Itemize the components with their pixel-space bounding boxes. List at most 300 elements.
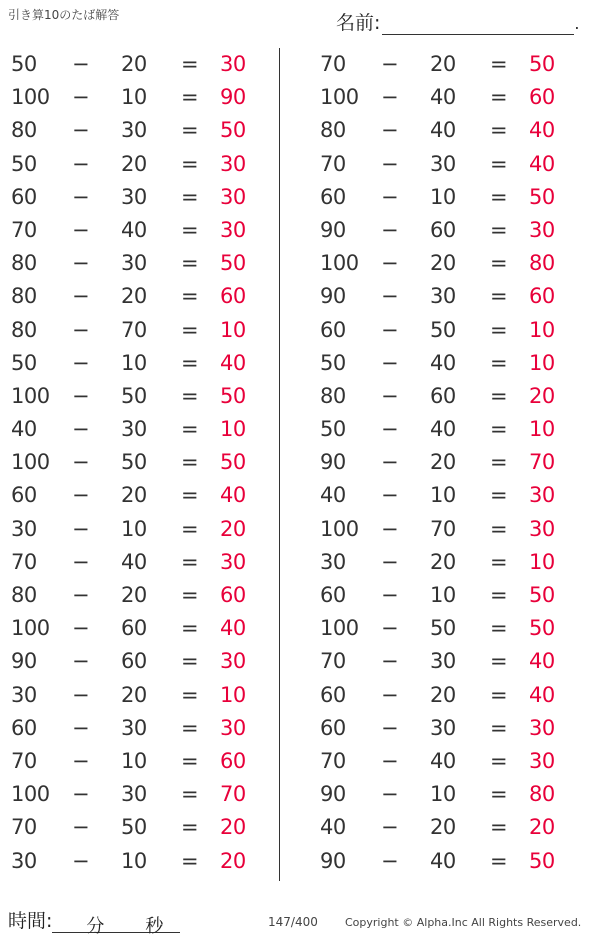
minus-sign: − — [381, 848, 399, 873]
problem-row — [8, 380, 278, 413]
copyright-notice: Copyright © Alpha.Inc All Rights Reserved. — [345, 916, 582, 929]
minuend: 70 — [11, 217, 37, 242]
minus-sign: − — [72, 748, 90, 773]
minuend: 60 — [11, 184, 37, 209]
equals-sign: = — [490, 549, 508, 574]
equals-sign: = — [490, 383, 508, 408]
answer: 20 — [529, 383, 555, 408]
equals-sign: = — [181, 383, 199, 408]
minuend: 30 — [11, 682, 37, 707]
answer: 60 — [220, 284, 246, 309]
answer: 80 — [529, 782, 555, 807]
minus-sign: − — [72, 516, 90, 541]
subtrahend: 10 — [430, 483, 456, 508]
minuend: 80 — [11, 583, 37, 607]
minus-sign: − — [72, 815, 90, 840]
minuend: 60 — [320, 317, 346, 342]
equals-sign: = — [490, 118, 508, 143]
minus-sign: − — [381, 715, 399, 740]
equals-sign: = — [181, 549, 199, 574]
subtrahend: 60 — [121, 649, 147, 674]
minuend: 100 — [11, 85, 50, 110]
problem-row — [8, 48, 278, 81]
minuend: 90 — [320, 217, 346, 242]
minuend: 100 — [11, 450, 50, 475]
minuend: 80 — [320, 383, 346, 408]
worksheet-title: 引き算10のたば解答 — [8, 8, 120, 22]
name-blank-line — [382, 16, 574, 35]
problem-row — [8, 612, 278, 645]
minuend: 70 — [320, 52, 346, 76]
minuend: 100 — [320, 616, 359, 641]
equals-sign: = — [181, 151, 199, 176]
answer: 30 — [220, 184, 246, 209]
answer: 50 — [529, 52, 555, 76]
equals-sign: = — [490, 350, 508, 375]
subtrahend: 30 — [430, 284, 456, 309]
subtrahend: 40 — [121, 549, 147, 574]
minus-sign: − — [72, 682, 90, 707]
problem-row — [8, 446, 278, 479]
subtrahend: 40 — [121, 217, 147, 242]
subtrahend: 50 — [430, 317, 456, 342]
subtrahend: 20 — [121, 284, 147, 309]
answer: 30 — [529, 217, 555, 242]
equals-sign: = — [181, 782, 199, 807]
subtrahend: 20 — [121, 583, 147, 607]
problem-row — [317, 247, 587, 280]
minus-sign: − — [72, 549, 90, 574]
answer: 50 — [529, 583, 555, 607]
problem-row — [317, 546, 587, 579]
minuend: 70 — [11, 815, 37, 840]
minus-sign: − — [381, 483, 399, 508]
minuend: 90 — [11, 649, 37, 674]
problem-row — [317, 280, 587, 313]
equals-sign: = — [490, 251, 508, 276]
minus-sign: − — [381, 85, 399, 110]
minus-sign: − — [381, 682, 399, 707]
problem-row — [317, 181, 587, 214]
problem-row — [8, 712, 278, 745]
minuend: 100 — [320, 85, 359, 110]
answer: 30 — [529, 748, 555, 773]
minuend: 60 — [11, 715, 37, 740]
problem-row — [8, 811, 278, 844]
subtrahend: 10 — [430, 782, 456, 807]
name-field — [336, 8, 580, 35]
equals-sign: = — [181, 483, 199, 508]
minuend: 60 — [320, 715, 346, 740]
minuend: 80 — [11, 317, 37, 342]
answer: 40 — [220, 483, 246, 508]
problem-row — [317, 347, 587, 380]
answer: 60 — [220, 583, 246, 607]
problem-row — [8, 413, 278, 446]
time-field — [8, 906, 180, 937]
minus-sign: − — [72, 616, 90, 641]
problem-row — [8, 778, 278, 811]
equals-sign: = — [181, 317, 199, 342]
answer: 40 — [220, 616, 246, 641]
seconds-label: 秒 — [145, 916, 164, 937]
problem-row — [8, 513, 278, 546]
minus-sign: − — [381, 782, 399, 807]
minus-sign: − — [381, 450, 399, 475]
answer: 40 — [220, 350, 246, 375]
subtrahend: 20 — [430, 549, 456, 574]
subtrahend: 20 — [430, 251, 456, 276]
subtrahend: 40 — [430, 848, 456, 873]
minus-sign: − — [381, 284, 399, 309]
subtrahend: 70 — [430, 516, 456, 541]
problem-row — [8, 247, 278, 280]
subtrahend: 20 — [430, 52, 456, 76]
problem-row — [317, 314, 587, 347]
equals-sign: = — [490, 85, 508, 110]
equals-sign: = — [181, 85, 199, 110]
equals-sign: = — [181, 715, 199, 740]
problem-row — [8, 347, 278, 380]
problem-row — [317, 845, 587, 878]
problem-row — [317, 479, 587, 512]
subtrahend: 50 — [121, 383, 147, 408]
minus-sign: − — [381, 251, 399, 276]
minus-sign: − — [72, 782, 90, 807]
problem-row — [317, 778, 587, 811]
subtrahend: 50 — [121, 450, 147, 475]
subtrahend: 30 — [121, 251, 147, 276]
answer: 30 — [529, 715, 555, 740]
subtrahend: 30 — [430, 649, 456, 674]
answer: 10 — [529, 417, 555, 442]
problem-row — [317, 81, 587, 114]
subtrahend: 40 — [430, 350, 456, 375]
minus-sign: − — [381, 616, 399, 641]
column-divider — [279, 48, 280, 881]
problem-row — [317, 745, 587, 778]
problem-row — [8, 745, 278, 778]
subtrahend: 30 — [430, 715, 456, 740]
answer: 40 — [529, 649, 555, 674]
minuend: 50 — [11, 350, 37, 375]
equals-sign: = — [181, 516, 199, 541]
subtrahend: 30 — [430, 151, 456, 176]
minuend: 100 — [11, 383, 50, 408]
equals-sign: = — [490, 284, 508, 309]
answer: 20 — [529, 815, 555, 840]
subtrahend: 20 — [121, 483, 147, 508]
answer: 30 — [220, 217, 246, 242]
subtrahend: 10 — [121, 350, 147, 375]
answer: 70 — [220, 782, 246, 807]
minuend: 70 — [320, 151, 346, 176]
problem-row — [317, 811, 587, 844]
equals-sign: = — [490, 483, 508, 508]
equals-sign: = — [490, 151, 508, 176]
answer: 50 — [220, 251, 246, 276]
minus-sign: − — [381, 748, 399, 773]
subtrahend: 30 — [121, 782, 147, 807]
minus-sign: − — [381, 317, 399, 342]
minus-sign: − — [72, 151, 90, 176]
problem-row — [8, 280, 278, 313]
subtrahend: 10 — [430, 184, 456, 209]
minuend: 30 — [11, 848, 37, 873]
equals-sign: = — [181, 417, 199, 442]
minus-sign: − — [72, 848, 90, 873]
problem-row — [8, 181, 278, 214]
minus-sign: − — [381, 383, 399, 408]
answer: 70 — [529, 450, 555, 475]
equals-sign: = — [181, 682, 199, 707]
problem-row — [317, 645, 587, 678]
problem-row — [8, 81, 278, 114]
answer: 10 — [529, 317, 555, 342]
problem-row — [8, 546, 278, 579]
problem-row — [317, 148, 587, 181]
minuend: 70 — [11, 549, 37, 574]
answer: 40 — [529, 118, 555, 143]
answer: 30 — [220, 715, 246, 740]
minuend: 100 — [320, 516, 359, 541]
time-label: 時間: — [8, 910, 53, 932]
minuend: 60 — [320, 682, 346, 707]
minus-sign: − — [72, 184, 90, 209]
minus-sign: − — [72, 52, 90, 76]
minuend: 70 — [320, 748, 346, 773]
problem-row — [8, 114, 278, 147]
equals-sign: = — [490, 782, 508, 807]
minuend: 50 — [11, 151, 37, 176]
minuend: 70 — [11, 748, 37, 773]
equals-sign: = — [181, 616, 199, 641]
minus-sign: − — [72, 417, 90, 442]
answer: 90 — [220, 85, 246, 110]
minuend: 90 — [320, 848, 346, 873]
subtrahend: 20 — [430, 682, 456, 707]
minutes-label: 分 — [86, 916, 105, 937]
minuend: 90 — [320, 782, 346, 807]
equals-sign: = — [181, 350, 199, 375]
problem-row — [8, 845, 278, 878]
minus-sign: − — [381, 815, 399, 840]
problem-row — [317, 446, 587, 479]
problem-row — [8, 314, 278, 347]
answer: 20 — [220, 815, 246, 840]
minus-sign: − — [381, 52, 399, 76]
minus-sign: − — [381, 549, 399, 574]
minus-sign: − — [72, 450, 90, 475]
problems-left-column — [8, 48, 278, 878]
subtrahend: 30 — [121, 715, 147, 740]
problem-row — [317, 413, 587, 446]
equals-sign: = — [490, 317, 508, 342]
subtrahend: 10 — [121, 848, 147, 873]
minuend: 70 — [320, 649, 346, 674]
minus-sign: − — [381, 649, 399, 674]
problem-row — [317, 114, 587, 147]
problem-row — [8, 479, 278, 512]
minuend: 60 — [320, 184, 346, 209]
minuend: 80 — [320, 118, 346, 143]
subtrahend: 60 — [430, 383, 456, 408]
subtrahend: 40 — [430, 417, 456, 442]
answer: 30 — [220, 52, 246, 76]
equals-sign: = — [181, 848, 199, 873]
problem-row — [8, 579, 278, 612]
minus-sign: − — [72, 284, 90, 309]
equals-sign: = — [490, 450, 508, 475]
name-label: 名前: — [336, 12, 381, 34]
minuend: 80 — [11, 118, 37, 143]
equals-sign: = — [181, 748, 199, 773]
answer: 60 — [529, 85, 555, 110]
minus-sign: − — [72, 317, 90, 342]
minus-sign: − — [72, 715, 90, 740]
minus-sign: − — [72, 649, 90, 674]
minuend: 30 — [11, 516, 37, 541]
subtrahend: 50 — [121, 815, 147, 840]
problem-row — [317, 612, 587, 645]
problems-right-column — [317, 48, 587, 878]
minuend: 60 — [320, 583, 346, 607]
subtrahend: 20 — [430, 450, 456, 475]
minus-sign: − — [381, 118, 399, 143]
subtrahend: 30 — [121, 118, 147, 143]
answer: 50 — [529, 616, 555, 641]
subtrahend: 30 — [121, 417, 147, 442]
answer: 60 — [529, 284, 555, 309]
equals-sign: = — [490, 184, 508, 209]
equals-sign: = — [490, 815, 508, 840]
equals-sign: = — [490, 649, 508, 674]
answer: 30 — [220, 151, 246, 176]
problem-row — [8, 679, 278, 712]
equals-sign: = — [181, 450, 199, 475]
minuend: 100 — [320, 251, 359, 276]
minus-sign: − — [72, 217, 90, 242]
equals-sign: = — [181, 52, 199, 76]
minus-sign: − — [72, 251, 90, 276]
minus-sign: − — [72, 85, 90, 110]
answer: 10 — [529, 549, 555, 574]
answer: 30 — [220, 649, 246, 674]
minus-sign: − — [72, 118, 90, 143]
minuend: 50 — [320, 350, 346, 375]
minuend: 40 — [320, 815, 346, 840]
answer: 30 — [529, 516, 555, 541]
answer: 40 — [529, 682, 555, 707]
minus-sign: − — [381, 350, 399, 375]
equals-sign: = — [181, 583, 199, 607]
problem-row — [8, 645, 278, 678]
minus-sign: − — [381, 516, 399, 541]
answer: 10 — [220, 317, 246, 342]
equals-sign: = — [181, 184, 199, 209]
subtrahend: 20 — [121, 682, 147, 707]
answer: 20 — [220, 848, 246, 873]
answer: 50 — [220, 450, 246, 475]
subtrahend: 10 — [430, 583, 456, 607]
minuend: 40 — [320, 483, 346, 508]
minus-sign: − — [72, 483, 90, 508]
time-blank-line — [52, 912, 180, 937]
subtrahend: 20 — [121, 151, 147, 176]
answer: 50 — [529, 184, 555, 209]
name-end-mark: . — [574, 14, 580, 33]
equals-sign: = — [181, 815, 199, 840]
subtrahend: 10 — [121, 748, 147, 773]
problem-row — [317, 214, 587, 247]
subtrahend: 40 — [430, 85, 456, 110]
equals-sign: = — [490, 682, 508, 707]
equals-sign: = — [181, 649, 199, 674]
equals-sign: = — [181, 251, 199, 276]
answer: 40 — [529, 151, 555, 176]
minuend: 60 — [11, 483, 37, 508]
minuend: 90 — [320, 284, 346, 309]
answer: 50 — [220, 118, 246, 143]
equals-sign: = — [490, 52, 508, 76]
minus-sign: − — [381, 583, 399, 607]
answer: 10 — [220, 417, 246, 442]
subtrahend: 30 — [121, 184, 147, 209]
answer: 60 — [220, 748, 246, 773]
minuend: 100 — [11, 782, 50, 807]
equals-sign: = — [181, 118, 199, 143]
minus-sign: − — [381, 217, 399, 242]
answer: 50 — [220, 383, 246, 408]
problem-row — [317, 48, 587, 81]
equals-sign: = — [490, 848, 508, 873]
minuend: 50 — [320, 417, 346, 442]
minuend: 50 — [11, 52, 37, 76]
problem-row — [317, 679, 587, 712]
problem-row — [317, 712, 587, 745]
minus-sign: − — [72, 383, 90, 408]
problem-row — [8, 148, 278, 181]
equals-sign: = — [181, 217, 199, 242]
minuend: 100 — [11, 616, 50, 641]
minus-sign: − — [381, 184, 399, 209]
minuend: 30 — [320, 549, 346, 574]
minuend: 80 — [11, 251, 37, 276]
subtrahend: 60 — [430, 217, 456, 242]
page-number: 147/400 — [268, 915, 318, 929]
problem-row — [317, 579, 587, 612]
answer: 10 — [220, 682, 246, 707]
answer: 20 — [220, 516, 246, 541]
equals-sign: = — [490, 583, 508, 607]
equals-sign: = — [490, 715, 508, 740]
minuend: 80 — [11, 284, 37, 309]
minus-sign: − — [72, 583, 90, 607]
equals-sign: = — [490, 217, 508, 242]
equals-sign: = — [490, 516, 508, 541]
equals-sign: = — [490, 616, 508, 641]
answer: 80 — [529, 251, 555, 276]
minuend: 40 — [11, 417, 37, 442]
equals-sign: = — [490, 417, 508, 442]
subtrahend: 20 — [121, 52, 147, 76]
answer: 10 — [529, 350, 555, 375]
subtrahend: 70 — [121, 317, 147, 342]
minus-sign: − — [381, 151, 399, 176]
answer: 50 — [529, 848, 555, 873]
subtrahend: 10 — [121, 516, 147, 541]
answer: 30 — [529, 483, 555, 508]
